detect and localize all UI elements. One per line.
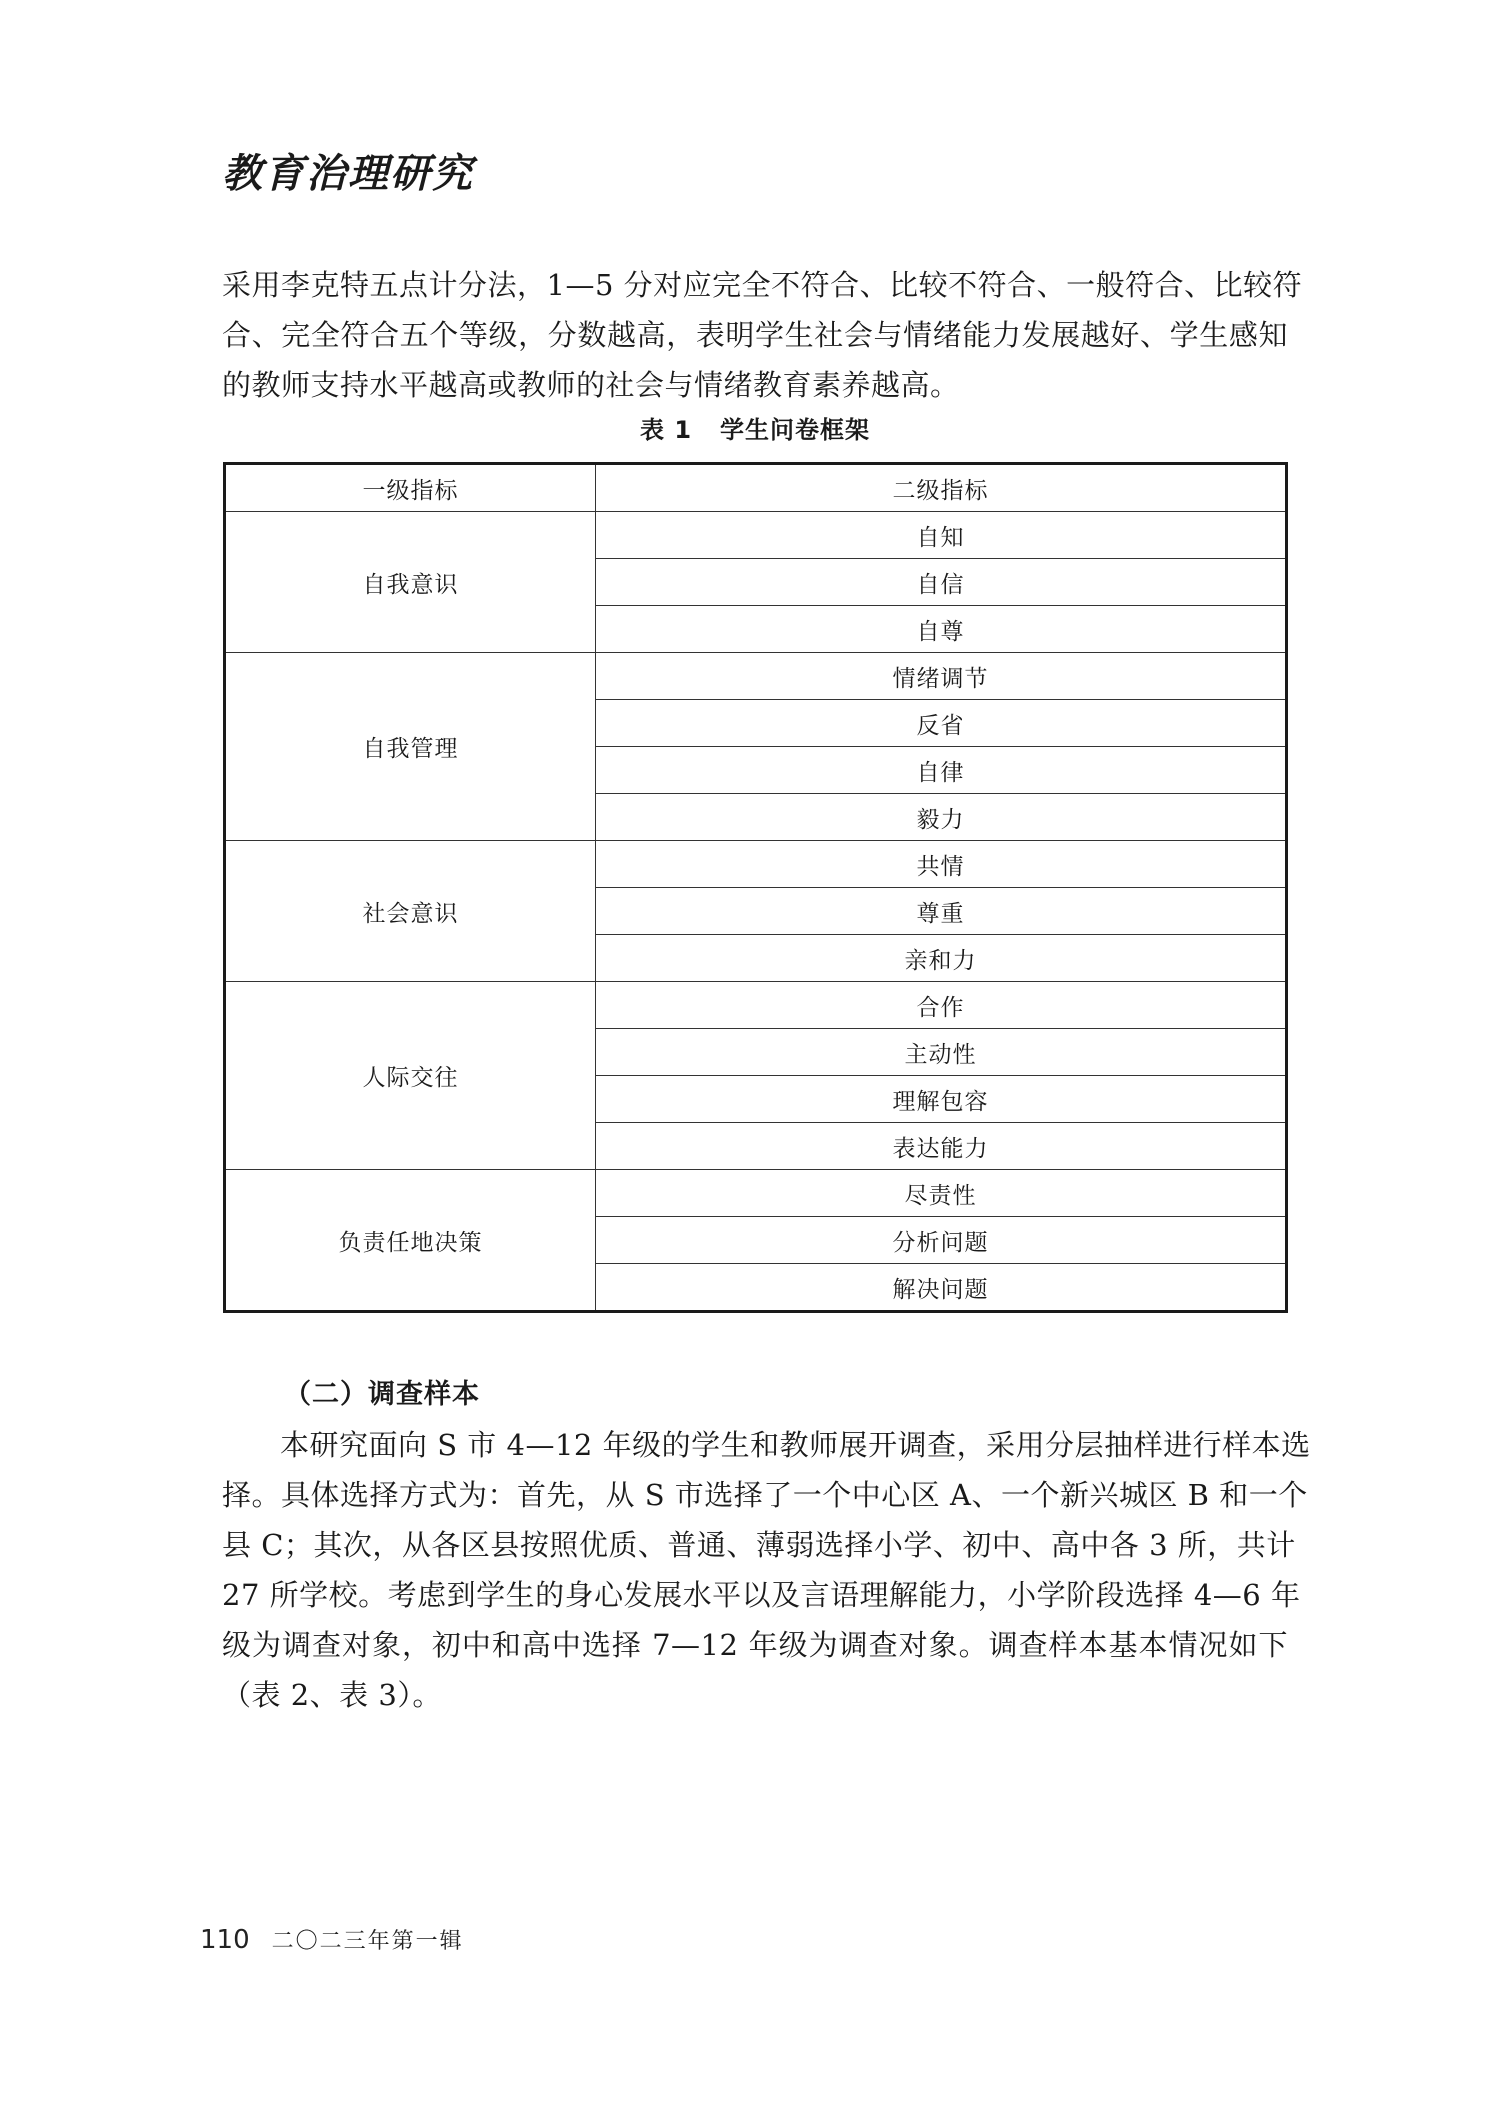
page-footer [200, 1924, 464, 1955]
journal-title: 教育治理研究 [222, 150, 474, 197]
secondary-indicator-cell: 自尊 [595, 606, 1286, 653]
secondary-indicator-cell: 解决问题 [595, 1264, 1286, 1312]
table-row [225, 841, 1287, 888]
primary-indicator-cell: 自我管理 [225, 653, 596, 841]
issue-label: 二〇二三年第一辑 [271, 1929, 464, 1954]
secondary-indicator-cell: 自信 [595, 559, 1286, 606]
primary-indicator-cell: 社会意识 [225, 841, 596, 982]
intro-line: 的教师支持水平越高或教师的社会与情绪教育素养越高。 [222, 368, 960, 402]
column-header-primary: 一级指标 [225, 464, 596, 512]
secondary-indicator-cell: 分析问题 [595, 1217, 1286, 1264]
secondary-indicator-cell: 共情 [595, 841, 1286, 888]
primary-indicator-cell: 负责任地决策 [225, 1170, 596, 1312]
secondary-indicator-cell: 亲和力 [595, 935, 1286, 982]
secondary-indicator-cell: 理解包容 [595, 1076, 1286, 1123]
secondary-indicator-cell: 尽责性 [595, 1170, 1286, 1217]
table-row [225, 512, 1287, 559]
secondary-indicator-cell: 合作 [595, 982, 1286, 1029]
intro-line: 合、完全符合五个等级，分数越高，表明学生社会与情绪能力发展越好、学生感知 [222, 318, 1288, 352]
intro-line: 采用李克特五点计分法，1—5 分对应完全不符合、比较不符合、一般符合、比较符 [222, 268, 1303, 302]
table-row [225, 982, 1287, 1029]
body-line: 级为调查对象，初中和高中选择 7—12 年级为调查对象。调查样本基本情况如下 [222, 1628, 1288, 1662]
page-number: 110 [200, 1925, 250, 1955]
secondary-indicator-cell: 尊重 [595, 888, 1286, 935]
primary-indicator-cell: 人际交往 [225, 982, 596, 1170]
secondary-indicator-cell: 自律 [595, 747, 1286, 794]
body-line: 本研究面向 S 市 4—12 年级的学生和教师展开调查，采用分层抽样进行样本选 [280, 1428, 1311, 1462]
body-line: （表 2、表 3）。 [222, 1678, 442, 1712]
table-row [225, 653, 1287, 700]
table-caption [222, 410, 1288, 445]
primary-indicator-cell: 自我意识 [225, 512, 596, 653]
table-row [225, 1170, 1287, 1217]
table-header-row [225, 464, 1287, 512]
secondary-indicator-cell: 表达能力 [595, 1123, 1286, 1170]
secondary-indicator-cell: 反省 [595, 700, 1286, 747]
section-heading: （二）调查样本 [284, 1379, 480, 1410]
body-line: 择。具体选择方式为：首先，从 S 市选择了一个中心区 A、一个新兴城区 B 和一个 [222, 1478, 1308, 1512]
intro-paragraph [222, 260, 1303, 410]
body-line: 县 C；其次，从各区县按照优质、普通、薄弱选择小学、初中、高中各 3 所，共计 [222, 1528, 1296, 1562]
secondary-indicator-cell: 主动性 [595, 1029, 1286, 1076]
table-caption-title: 学生问卷框架 [720, 416, 871, 444]
table-caption-number: 表 1 [639, 416, 693, 444]
secondary-indicator-cell: 毅力 [595, 794, 1286, 841]
secondary-indicator-cell: 自知 [595, 512, 1286, 559]
secondary-indicator-cell: 情绪调节 [595, 653, 1286, 700]
questionnaire-framework-table [223, 462, 1288, 1313]
column-header-secondary: 二级指标 [595, 464, 1286, 512]
body-paragraph [222, 1420, 1311, 1720]
body-line: 27 所学校。考虑到学生的身心发展水平以及言语理解能力，小学阶段选择 4—6 年 [222, 1578, 1301, 1612]
